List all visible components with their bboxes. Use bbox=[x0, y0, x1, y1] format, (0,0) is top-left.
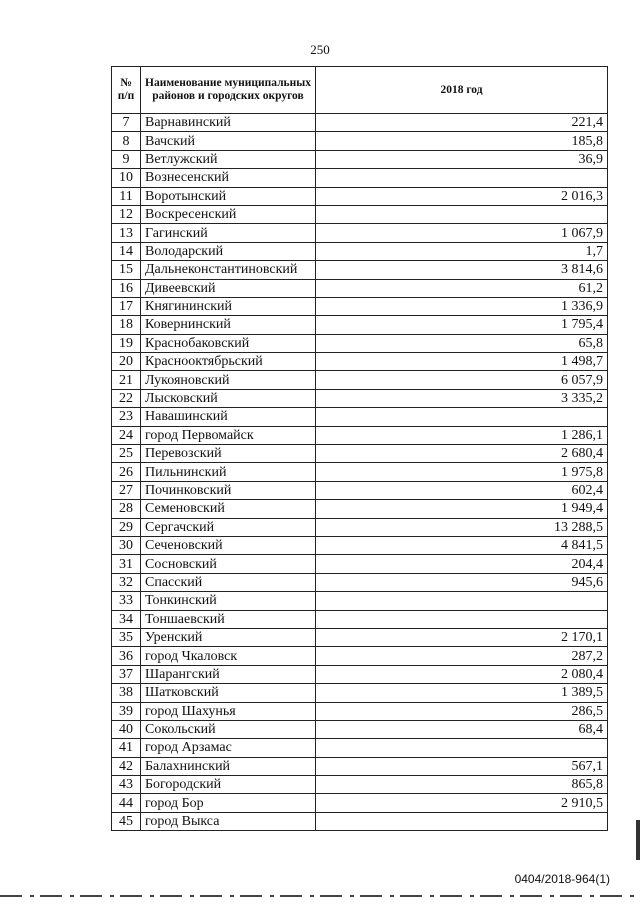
row-name: город Чкаловск bbox=[141, 647, 316, 665]
row-name: Гагинский bbox=[141, 224, 316, 242]
row-number: 9 bbox=[112, 150, 141, 168]
row-number: 44 bbox=[112, 794, 141, 812]
table-row bbox=[112, 610, 608, 628]
table-row bbox=[112, 702, 608, 720]
row-number: 40 bbox=[112, 720, 141, 738]
row-number: 17 bbox=[112, 297, 141, 315]
row-name: Дивеевский bbox=[141, 279, 316, 297]
row-value: 1,7 bbox=[316, 242, 608, 260]
row-value bbox=[316, 169, 608, 187]
table-row bbox=[112, 132, 608, 150]
row-value: 1 795,4 bbox=[316, 316, 608, 334]
row-number: 31 bbox=[112, 555, 141, 573]
table-row bbox=[112, 628, 608, 646]
row-name: Сосновский bbox=[141, 555, 316, 573]
row-value: 1 286,1 bbox=[316, 426, 608, 444]
row-name: Лысковский bbox=[141, 389, 316, 407]
row-name: Краснооктябрьский bbox=[141, 353, 316, 371]
page-number: 250 bbox=[310, 42, 330, 57]
table-header-row bbox=[112, 67, 608, 114]
table-row bbox=[112, 150, 608, 168]
table-row bbox=[112, 592, 608, 610]
row-number: 21 bbox=[112, 371, 141, 389]
row-name: Семеновский bbox=[141, 500, 316, 518]
table-row bbox=[112, 408, 608, 426]
row-number: 27 bbox=[112, 481, 141, 499]
row-number: 32 bbox=[112, 573, 141, 591]
row-name: Вознесенский bbox=[141, 169, 316, 187]
header-number: № п/п bbox=[112, 67, 141, 114]
table-body bbox=[112, 114, 608, 831]
row-value bbox=[316, 592, 608, 610]
row-name: город Бор bbox=[141, 794, 316, 812]
row-number: 7 bbox=[112, 114, 141, 132]
row-name: город Первомайск bbox=[141, 426, 316, 444]
row-name: Воротынский bbox=[141, 187, 316, 205]
table-row bbox=[112, 720, 608, 738]
table-row bbox=[112, 555, 608, 573]
row-number: 29 bbox=[112, 518, 141, 536]
table-row bbox=[112, 445, 608, 463]
row-value: 185,8 bbox=[316, 132, 608, 150]
row-number: 26 bbox=[112, 463, 141, 481]
table-row bbox=[112, 371, 608, 389]
row-number: 38 bbox=[112, 684, 141, 702]
row-value: 286,5 bbox=[316, 702, 608, 720]
row-name: Тонкинский bbox=[141, 592, 316, 610]
table-row bbox=[112, 812, 608, 830]
row-name: Сеченовский bbox=[141, 536, 316, 554]
row-name: Варнавинский bbox=[141, 114, 316, 132]
row-name: город Выкса bbox=[141, 812, 316, 830]
row-name: Лукояновский bbox=[141, 371, 316, 389]
table-row bbox=[112, 316, 608, 334]
table-row bbox=[112, 776, 608, 794]
row-number: 12 bbox=[112, 205, 141, 223]
row-number: 22 bbox=[112, 389, 141, 407]
row-value: 2 170,1 bbox=[316, 628, 608, 646]
table-row bbox=[112, 536, 608, 554]
row-number: 24 bbox=[112, 426, 141, 444]
row-number: 14 bbox=[112, 242, 141, 260]
row-value: 61,2 bbox=[316, 279, 608, 297]
row-name: город Шахунья bbox=[141, 702, 316, 720]
row-name: Тоншаевский bbox=[141, 610, 316, 628]
row-value bbox=[316, 205, 608, 223]
row-value: 13 288,5 bbox=[316, 518, 608, 536]
row-value: 65,8 bbox=[316, 334, 608, 352]
row-number: 18 bbox=[112, 316, 141, 334]
row-name: Краснобаковский bbox=[141, 334, 316, 352]
row-value: 221,4 bbox=[316, 114, 608, 132]
row-name: Володарский bbox=[141, 242, 316, 260]
table-row bbox=[112, 114, 608, 132]
row-number: 43 bbox=[112, 776, 141, 794]
row-number: 28 bbox=[112, 500, 141, 518]
row-number: 25 bbox=[112, 445, 141, 463]
row-name: Воскресенский bbox=[141, 205, 316, 223]
table-row bbox=[112, 205, 608, 223]
row-number: 16 bbox=[112, 279, 141, 297]
table-row bbox=[112, 224, 608, 242]
table-row bbox=[112, 353, 608, 371]
row-name: Починковский bbox=[141, 481, 316, 499]
municipal-data-table bbox=[111, 66, 608, 831]
table-row bbox=[112, 684, 608, 702]
row-value: 602,4 bbox=[316, 481, 608, 499]
row-value bbox=[316, 610, 608, 628]
table-row bbox=[112, 242, 608, 260]
table-row bbox=[112, 573, 608, 591]
row-name: Дальнеконстантиновский bbox=[141, 261, 316, 279]
row-name: Балахнинский bbox=[141, 757, 316, 775]
row-value: 1 949,4 bbox=[316, 500, 608, 518]
row-number: 13 bbox=[112, 224, 141, 242]
row-number: 15 bbox=[112, 261, 141, 279]
row-name: Сергачский bbox=[141, 518, 316, 536]
row-name: Уренский bbox=[141, 628, 316, 646]
row-value: 1 389,5 bbox=[316, 684, 608, 702]
row-value: 1 336,9 bbox=[316, 297, 608, 315]
row-name: Пильнинский bbox=[141, 463, 316, 481]
row-value: 2 910,5 bbox=[316, 794, 608, 812]
row-value: 2 080,4 bbox=[316, 665, 608, 683]
row-name: Перевозский bbox=[141, 445, 316, 463]
row-value: 567,1 bbox=[316, 757, 608, 775]
table-row bbox=[112, 334, 608, 352]
row-value: 3 335,2 bbox=[316, 389, 608, 407]
row-value: 2 016,3 bbox=[316, 187, 608, 205]
table-row bbox=[112, 169, 608, 187]
row-value bbox=[316, 408, 608, 426]
document-code: 0404/2018-964(1) bbox=[514, 872, 610, 886]
row-number: 33 bbox=[112, 592, 141, 610]
row-number: 23 bbox=[112, 408, 141, 426]
row-number: 39 bbox=[112, 702, 141, 720]
row-number: 41 bbox=[112, 739, 141, 757]
row-name: Богородский bbox=[141, 776, 316, 794]
table-row bbox=[112, 757, 608, 775]
row-name: Вачский bbox=[141, 132, 316, 150]
row-value: 36,9 bbox=[316, 150, 608, 168]
row-name: Спасский bbox=[141, 573, 316, 591]
row-number: 37 bbox=[112, 665, 141, 683]
table-row bbox=[112, 518, 608, 536]
row-value: 68,4 bbox=[316, 720, 608, 738]
table-row bbox=[112, 297, 608, 315]
row-name: Навашинский bbox=[141, 408, 316, 426]
row-number: 19 bbox=[112, 334, 141, 352]
row-value: 2 680,4 bbox=[316, 445, 608, 463]
table-row bbox=[112, 794, 608, 812]
row-number: 35 bbox=[112, 628, 141, 646]
row-value: 1 975,8 bbox=[316, 463, 608, 481]
row-value: 3 814,6 bbox=[316, 261, 608, 279]
table-row bbox=[112, 481, 608, 499]
edge-mark bbox=[636, 820, 640, 860]
table-row bbox=[112, 426, 608, 444]
row-number: 10 bbox=[112, 169, 141, 187]
row-number: 30 bbox=[112, 536, 141, 554]
row-number: 8 bbox=[112, 132, 141, 150]
row-value bbox=[316, 739, 608, 757]
row-number: 34 bbox=[112, 610, 141, 628]
table-row bbox=[112, 665, 608, 683]
row-value: 945,6 bbox=[316, 573, 608, 591]
row-name: Ковернинский bbox=[141, 316, 316, 334]
row-number: 45 bbox=[112, 812, 141, 830]
row-name: Ветлужский bbox=[141, 150, 316, 168]
row-number: 36 bbox=[112, 647, 141, 665]
row-name: Шарангский bbox=[141, 665, 316, 683]
row-value: 287,2 bbox=[316, 647, 608, 665]
bottom-dashed-line bbox=[0, 895, 640, 897]
table-row bbox=[112, 739, 608, 757]
row-name: Шатковский bbox=[141, 684, 316, 702]
row-name: Сокольский bbox=[141, 720, 316, 738]
row-name: Княгининский bbox=[141, 297, 316, 315]
row-value: 1 498,7 bbox=[316, 353, 608, 371]
header-year: 2018 год bbox=[316, 67, 608, 114]
row-value: 1 067,9 bbox=[316, 224, 608, 242]
table-row bbox=[112, 500, 608, 518]
row-value bbox=[316, 812, 608, 830]
table-row bbox=[112, 261, 608, 279]
row-value: 6 057,9 bbox=[316, 371, 608, 389]
table-row bbox=[112, 647, 608, 665]
table-row bbox=[112, 279, 608, 297]
table-row bbox=[112, 389, 608, 407]
table-row bbox=[112, 463, 608, 481]
row-value: 4 841,5 bbox=[316, 536, 608, 554]
header-name: Наименование муниципальных районов и городских округов bbox=[141, 67, 316, 114]
row-number: 42 bbox=[112, 757, 141, 775]
row-name: город Арзамас bbox=[141, 739, 316, 757]
table-row bbox=[112, 187, 608, 205]
row-number: 20 bbox=[112, 353, 141, 371]
row-value: 204,4 bbox=[316, 555, 608, 573]
row-number: 11 bbox=[112, 187, 141, 205]
row-value: 865,8 bbox=[316, 776, 608, 794]
